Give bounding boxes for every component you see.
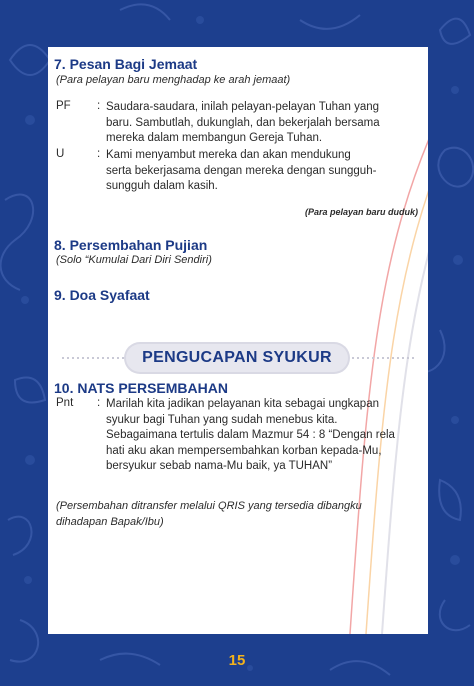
section-10-title: 10. NATS PERSEMBAHAN: [54, 380, 228, 396]
colon: :: [97, 100, 101, 112]
section-9-title: 9. Doa Syafaat: [54, 287, 150, 303]
text-line: sungguh dalam kasih.: [106, 180, 218, 192]
text-line: Sebagaimana tertulis dalam Mazmur 54 : 8 “Dengan rela: [106, 429, 395, 441]
text-line: serta bekerjasama dengan mereka dengan sungguh-: [106, 164, 377, 177]
text-line: mereka dalam membangun Gereja Tuhan.: [106, 132, 323, 144]
text-line: hati aku akan mempersembahkan korban kepada-Mu,: [106, 444, 382, 457]
speaker-pf: PF: [56, 100, 71, 112]
section-7-title: 7. Pesan Bagi Jemaat: [54, 56, 198, 72]
page-number: 15: [228, 652, 246, 669]
text-line: bersyukur sebab nama-Mu baik, ya TUHAN”: [106, 460, 333, 472]
divider-title-pill: PENGUCAPAN SYUKUR: [126, 344, 348, 372]
section-8-title: 8. Persembahan Pujian: [54, 237, 208, 253]
page-sheet: [48, 47, 428, 634]
pnt-text: [106, 397, 424, 475]
section-7-closing-note: (Para pelayan baru duduk): [304, 207, 418, 217]
text-line: baru. Sambutlah, dukunglah, dan bekerjalah bersama: [106, 116, 380, 129]
speaker-pnt: Pnt: [56, 397, 74, 409]
section-7-instruction: (Para pelayan baru menghadap ke arah jemaat): [56, 74, 291, 86]
page-content: [48, 47, 428, 634]
text-line: Saudara-saudara, inilah pelayan-pelayan Tuhan yang: [106, 101, 380, 113]
section-8-subtitle: (Solo “Kumulai Dari Diri Sendiri): [56, 254, 212, 266]
speaker-u: U: [56, 148, 65, 160]
colon: :: [97, 397, 101, 409]
section-10-note: [56, 499, 362, 530]
text-line: syukur bagi Tuhan yang sudah menebus kita.: [106, 413, 338, 426]
text-line: Kami menyambut mereka dan akan mendukung: [106, 149, 351, 161]
note-line: (Persembahan ditransfer melalui QRIS yang tersedia dibangku: [56, 500, 362, 512]
text-line: Marilah kita jadikan pelayanan kita sebagai ungkapan: [106, 398, 379, 410]
pf-text: [106, 100, 422, 147]
u-text: [106, 148, 422, 195]
colon: :: [97, 148, 101, 160]
note-line: dihadapan Bapak/Ibu): [56, 515, 164, 528]
